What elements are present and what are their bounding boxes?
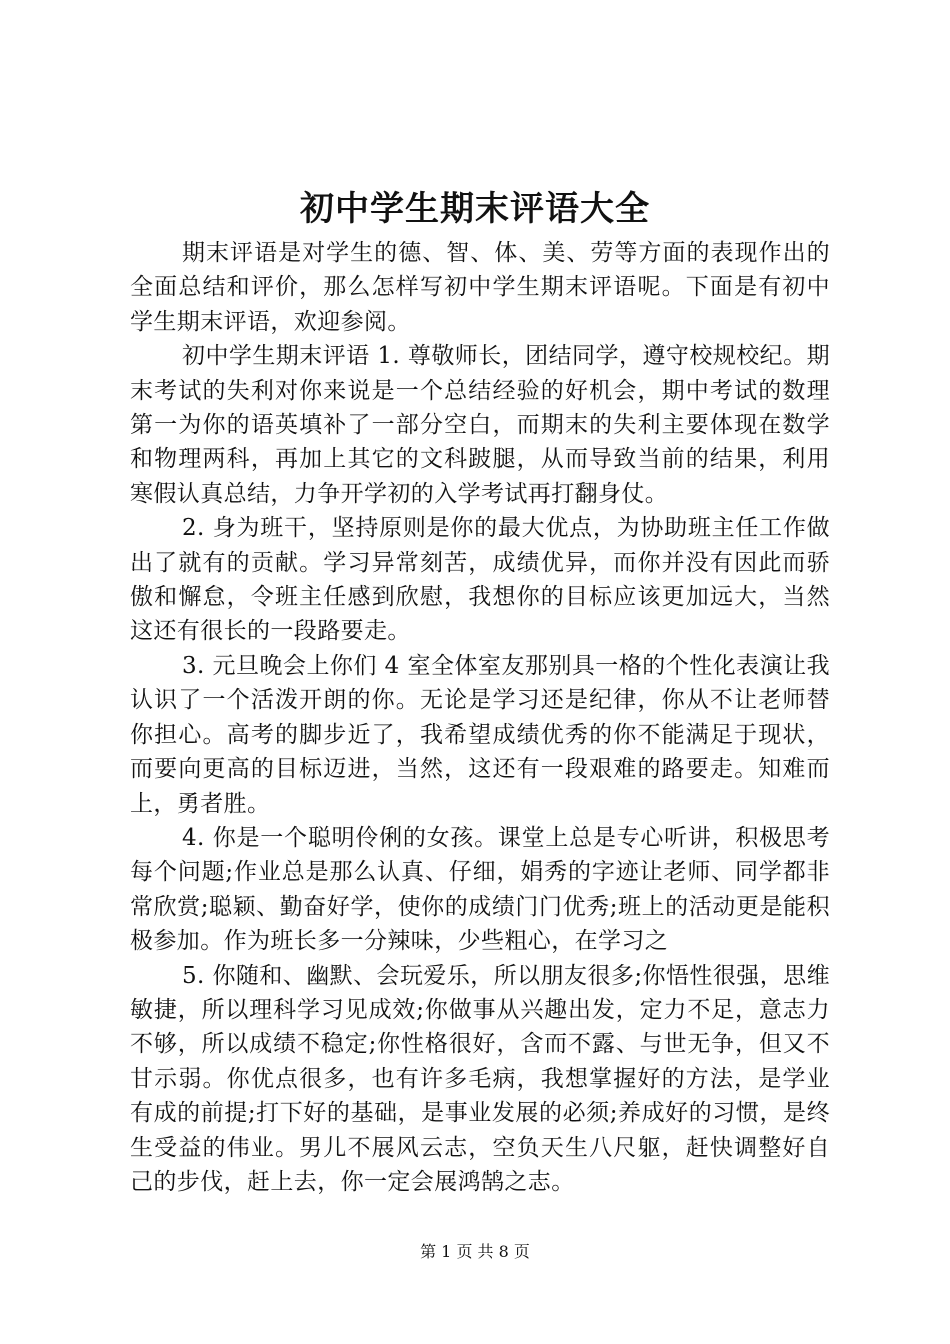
paragraph-comment-4: 4. 你是一个聪明伶俐的女孩。课堂上总是专心听讲，积极思考每个问题;作业总是那么认真、仔细，娟秀的字迹让老师、同学都非常欣赏;聪颖、勤奋好学，使你的成绩门门优秀;班上的活动更是能积极参加。作为班长多一分辣味，少些粗心，在学习之 xyxy=(130,824,830,955)
paragraph-comment-1: 初中学生期末评语 1. 尊敬师长，团结同学，遵守校规校纪。期末考试的失利对你来说是一个总结经验的好机会，期中考试的数理第一为你的语英填补了一部分空白，而期末的失利主要体现在数学和物理两科，再加上其它的文科跛腿，从而导致当前的结果，利用寒假认真总结，力争开学初的入学考试再打翻身仗。 xyxy=(130,343,830,507)
paragraph-comment-3: 3. 元旦晚会上你们 4 室全体室友那别具一格的个性化表演让我认识了一个活泼开朗的你。无论是学习还是纪律，你从不让老师替你担心。高考的脚步近了，我希望成绩优秀的你不能满足于现状，而要向更高的目标迈进，当然，这还有一段艰难的路要走。知难而上，勇者胜。 xyxy=(130,652,830,817)
document-title: 初中学生期末评语大全 xyxy=(300,189,650,229)
paragraph-comment-2: 2. 身为班干，坚持原则是你的最大优点，为协助班主任工作做出了就有的贡献。学习异常刻苦，成绩优异，而你并没有因此而骄傲和懈怠，令班主任感到欣慰，我想你的目标应该更加远大，当然这还有很长的一段路要走。 xyxy=(130,515,830,645)
paragraph-comment-5: 5. 你随和、幽默、会玩爱乐，所以朋友很多;你悟性很强，思维敏捷，所以理科学习见成效;你做事从兴趣出发，定力不足，意志力不够，所以成绩不稳定;你性格很好，含而不露、与世无争，但又不甘示弱。你优点很多，也有许多毛病，我想掌握好的方法，是学业有成的前提;打下好的基础，是事业发展的必须;养成好的习惯，是终生受益的伟业。男儿不展风云志，空负天生八尺躯，赶快调整好自己的步伐，赶上去，你一定会展鸿鹄之志。 xyxy=(130,962,830,1195)
page-number-footer: 第 1 页 共 8 页 xyxy=(420,1242,530,1261)
document-body xyxy=(130,236,830,1199)
paragraph-intro: 期末评语是对学生的德、智、体、美、劳等方面的表现作出的全面总结和评价，那么怎样写初中学生期末评语呢。下面是有初中学生期末评语，欢迎参阅。 xyxy=(130,240,830,335)
